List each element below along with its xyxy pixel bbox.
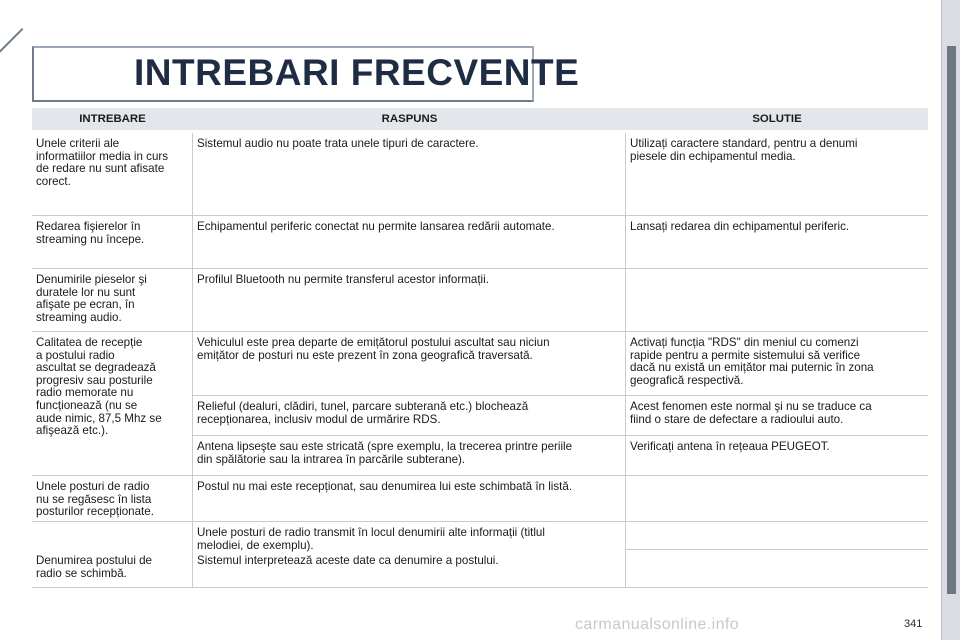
table-row — [32, 522, 928, 550]
solution-cell: Acest fenomen este normal şi nu se traduce ca fiind o stare de defectare a radioului auto. — [630, 400, 872, 426]
table-header-row — [32, 108, 928, 133]
table-row — [32, 133, 928, 216]
solution-cell: Utilizați caractere standard, pentru a denumi piesele din echipamentul media. — [630, 137, 858, 163]
answer-cell: Unele posturi de radio transmit în locul denumirii alte informații (titlul melodiei, de exemplu). — [197, 526, 545, 552]
table-row — [32, 269, 928, 332]
question-cell: Calitatea de recepție a postului radio ascultat se degradează progresiv sau posturile radio memorate nu funcționează (nu se aude nimic, 87,5 Mhz se afişează etc.). — [36, 336, 162, 438]
answer-cell: Antena lipseşte sau este stricată (spre exemplu, la trecerea printre periile din spălătorie sau la intrarea în parcările subterane). — [197, 440, 573, 466]
page-edge-bar-inner — [947, 46, 956, 594]
table-row — [32, 476, 928, 522]
answer-cell: Postul nu mai este recepționat, sau denumirea lui este schimbată în listă. — [197, 480, 573, 493]
page-title: INTREBARI FRECVENTE — [134, 52, 580, 93]
watermark: carmanualsonline.info — [575, 616, 740, 633]
question-cell: Denumirile pieselor şi duratele lor nu sunt afişate pe ecran, în streaming audio. — [36, 273, 147, 324]
header-question: INTREBARE — [32, 108, 193, 133]
solution-cell: Lansați redarea din echipamentul periferic. — [630, 220, 850, 233]
answer-cell: Echipamentul periferic conectat nu permite lansarea redării automate. — [197, 220, 555, 233]
table-row — [32, 216, 928, 269]
page-number: 341 — [904, 618, 923, 630]
page-edge-bar — [941, 0, 960, 640]
answer-cell: Relieful (dealuri, clădiri, tunel, parcare subterană etc.) blochează recepționarea, inclusiv modul de urmărire RDS. — [197, 400, 529, 426]
header-solution: SOLUTIE — [626, 108, 928, 133]
answer-cell: Profilul Bluetooth nu permite transferul acestor informații. — [197, 273, 489, 286]
table-row — [32, 332, 928, 396]
answer-cell: Sistemul audio nu poate trata unele tipuri de caractere. — [197, 137, 479, 150]
question-cell: Unele criterii ale informatiilor media in curs de redare nu sunt afisate corect. — [36, 137, 169, 188]
question-cell: Unele posturi de radio nu se regăsesc în lista posturilor recepționate. — [36, 480, 154, 519]
solution-cell: Verificați antena în rețeaua PEUGEOT. — [630, 440, 830, 453]
question-cell: Redarea fişierelor în streaming nu începe. — [36, 220, 145, 246]
header-answer: RASPUNS — [193, 108, 626, 133]
solution-cell: Activați funcția "RDS" din meniul cu comenzi rapide pentru a permite sistemului să verifice dacă nu există un emițător mai puternic în zona geografică respectivă. — [630, 336, 874, 387]
answer-cell-continued: Sistemul interpretează aceste date ca denumire a postului. — [197, 554, 499, 568]
answer-cell: Vehiculul este prea departe de emițătorul postului ascultat sau niciun emițător de posturi nu este prezent în zona geografică traversată. — [197, 336, 550, 362]
question-cell: Denumirea postului de radio se schimbă. — [36, 554, 153, 580]
faq-table — [32, 108, 928, 588]
